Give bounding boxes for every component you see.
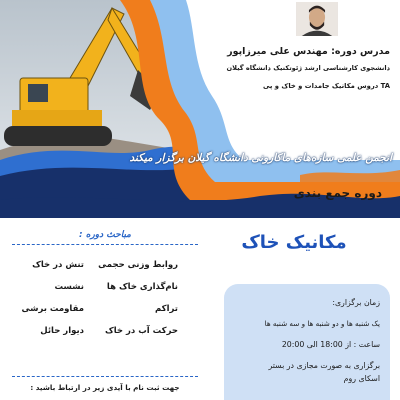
schedule-days: یک شنبه ها و دو شنبه ها و سه شنبه ها — [264, 319, 380, 328]
topic-item: نشست — [54, 282, 84, 292]
schedule-hours: ساعت : از 18:00 الی 20:00 — [281, 340, 380, 349]
instructor-name: مدرس دوره: مهندس علی میرزاپور — [227, 46, 390, 57]
instructor-degree: دانشجوی کارشناسی ارشد ژئوتکنیک دانشگاه گیلان — [226, 64, 390, 72]
topic-item: روابط وزنی حجمی — [98, 260, 178, 270]
instructor-photo — [294, 0, 340, 38]
schedule-label: زمان برگزاری: — [332, 298, 380, 307]
topic-item: مقاومت برشی — [21, 304, 84, 314]
instructor-ta-role: TA دروس مکانیک جامدات و خاک و پی — [263, 82, 390, 90]
topic-item: نام‌گذاری خاک ها — [106, 282, 178, 292]
schedule-mode: برگزاری به صورت مجازی در بستر — [268, 361, 380, 370]
topic-item: تنش در خاک — [32, 260, 84, 270]
schedule-platform: اسکای روم — [343, 374, 380, 383]
topics-header: مباحث دوره : — [79, 230, 131, 240]
topics-divider — [12, 244, 198, 245]
course-details — [0, 218, 400, 400]
topic-item: حرکت آب در خاک — [105, 326, 178, 336]
course-title: مکانیک خاک — [241, 232, 347, 253]
registration-note: جهت ثبت نام با آیدی زیر در ارتباط باشید : — [12, 376, 198, 392]
course-type-label: دوره جمع بندی — [293, 186, 382, 200]
topic-item: تراکم — [154, 304, 178, 314]
schedule-box — [224, 284, 390, 400]
association-title: انجمن علمی سازه‌های ماکارونی دانشگاه گیلان برگزار میکند — [129, 152, 392, 164]
instructor-info — [190, 46, 390, 96]
topic-item: دیوار حائل — [40, 326, 84, 336]
